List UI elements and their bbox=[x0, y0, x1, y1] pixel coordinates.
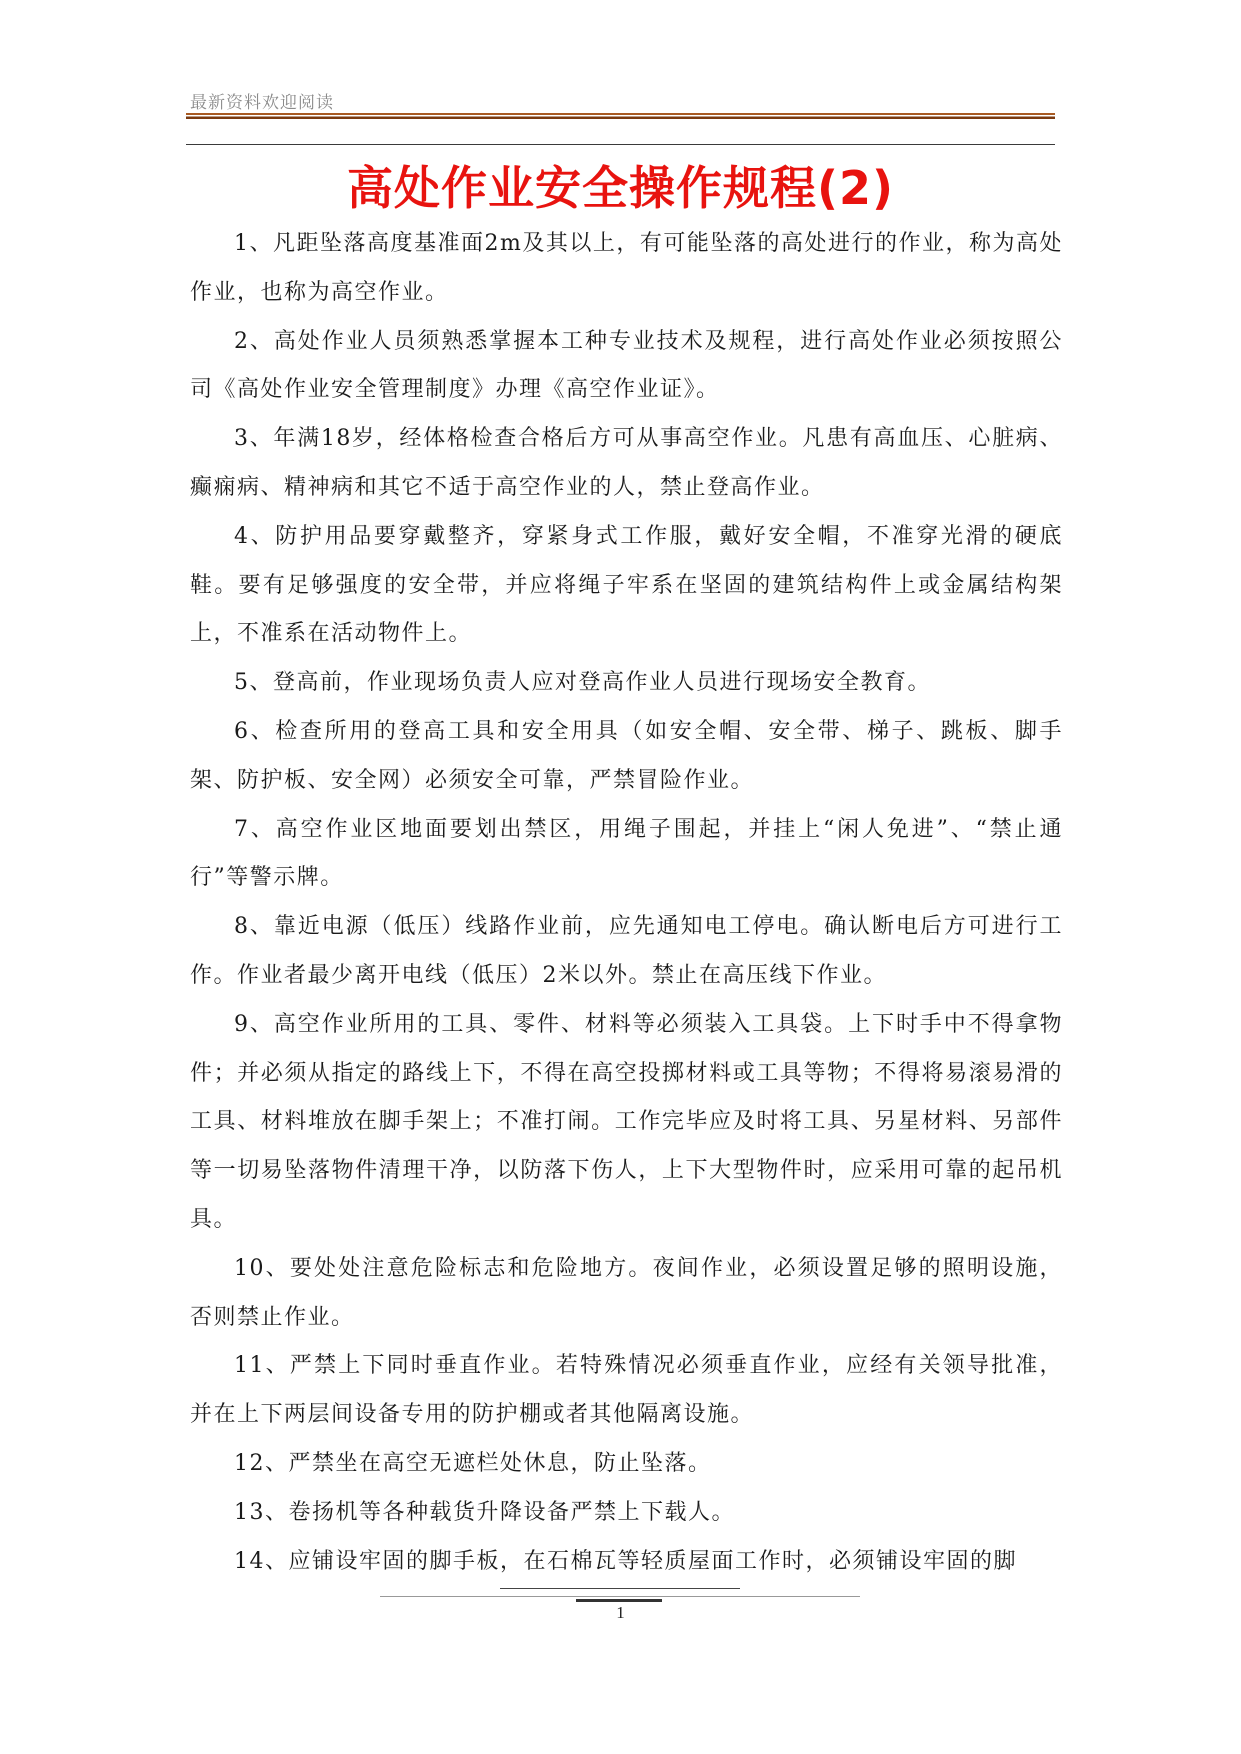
paragraph: 13、卷扬机等各种载货升降设备严禁上下载人。 bbox=[234, 1499, 735, 1525]
footer-rule bbox=[500, 1588, 740, 1589]
paragraph: 5、登高前，作业现场负责人应对登高作业人员进行现场安全教育。 bbox=[234, 670, 931, 696]
paragraph: 11、严禁上下同时垂直作业。若特殊情况必须垂直作业，应经有关领导批准，并在上下两层间设备专用的防护棚或者其他隔离设施。 bbox=[190, 1353, 1063, 1428]
page-number: 1 bbox=[616, 1603, 625, 1622]
paragraph: 8、靠近电源（低压）线路作业前，应先通知电工停电。确认断电后方可进行工作。作业者最少离开电线（低压）2米以外。禁止在高压线下作业。 bbox=[190, 914, 1063, 988]
paragraph: 9、高空作业所用的工具、零件、材料等必须装入工具袋。上下时手中不得拿物件；并必须从指定的路线上下，不得在高空投掷材料或工具等物；不得将易滚易滑的工具、材料堆放在脚手架上；不准打闹。工作完毕应及时将工具、另星材料、另部件等一切易坠落物件清理干净，以防落下伤人，上下大型物件时，应采用可靠的起吊机具。 bbox=[190, 1011, 1063, 1232]
paragraph: 4、防护用品要穿戴整齐，穿紧身式工作服，戴好安全帽，不准穿光滑的硬底鞋。要有足够强度的安全带，并应将绳子牢系在坚固的建筑结构件上或金属结构架上，不准系在活动物件上。 bbox=[190, 523, 1063, 647]
paragraph: 2、高处作业人员须熟悉掌握本工种专业技术及规程，进行高处作业必须按照公司《高处作业安全管理制度》办理《高空作业证》。 bbox=[190, 328, 1063, 403]
paragraph: 3、年满18岁，经体格检查合格后方可从事高空作业。凡患有高血压、心脏病、癫痫病、精神病和其它不适于高空作业的人，禁止登高作业。 bbox=[190, 426, 1063, 500]
header-text: 最新资料欢迎阅读 bbox=[190, 93, 334, 113]
paragraph: 10、要处处注意危险标志和危险地方。夜间作业，必须设置足够的照明设施，否则禁止作业。 bbox=[190, 1255, 1063, 1330]
document-title: 高处作业安全操作规程(2) bbox=[346, 161, 895, 215]
document-body bbox=[190, 220, 1063, 1586]
footer-dash bbox=[576, 1599, 662, 1602]
paragraph: 7、高空作业区地面要划出禁区，用绳子围起，并挂上“闲人免进”、“禁止通行”等警示牌。 bbox=[190, 816, 1063, 891]
header-rule-thin bbox=[186, 144, 1055, 145]
paragraph: 14、应铺设牢固的脚手板，在石棉瓦等轻质屋面工作时，必须铺设牢固的脚 bbox=[234, 1548, 1017, 1574]
paragraph: 12、严禁坐在高空无遮栏处休息，防止坠落。 bbox=[234, 1450, 712, 1476]
paragraph: 6、检查所用的登高工具和安全用具（如安全帽、安全带、梯子、跳板、脚手架、防护板、安全网）必须安全可靠，严禁冒险作业。 bbox=[190, 718, 1063, 793]
header-rule-thick bbox=[186, 113, 1055, 119]
paragraph: 1、凡距坠落高度基准面2m及其以上，有可能坠落的高处进行的作业，称为高处作业，也称为高空作业。 bbox=[190, 231, 1063, 305]
footer-rule bbox=[380, 1596, 860, 1597]
